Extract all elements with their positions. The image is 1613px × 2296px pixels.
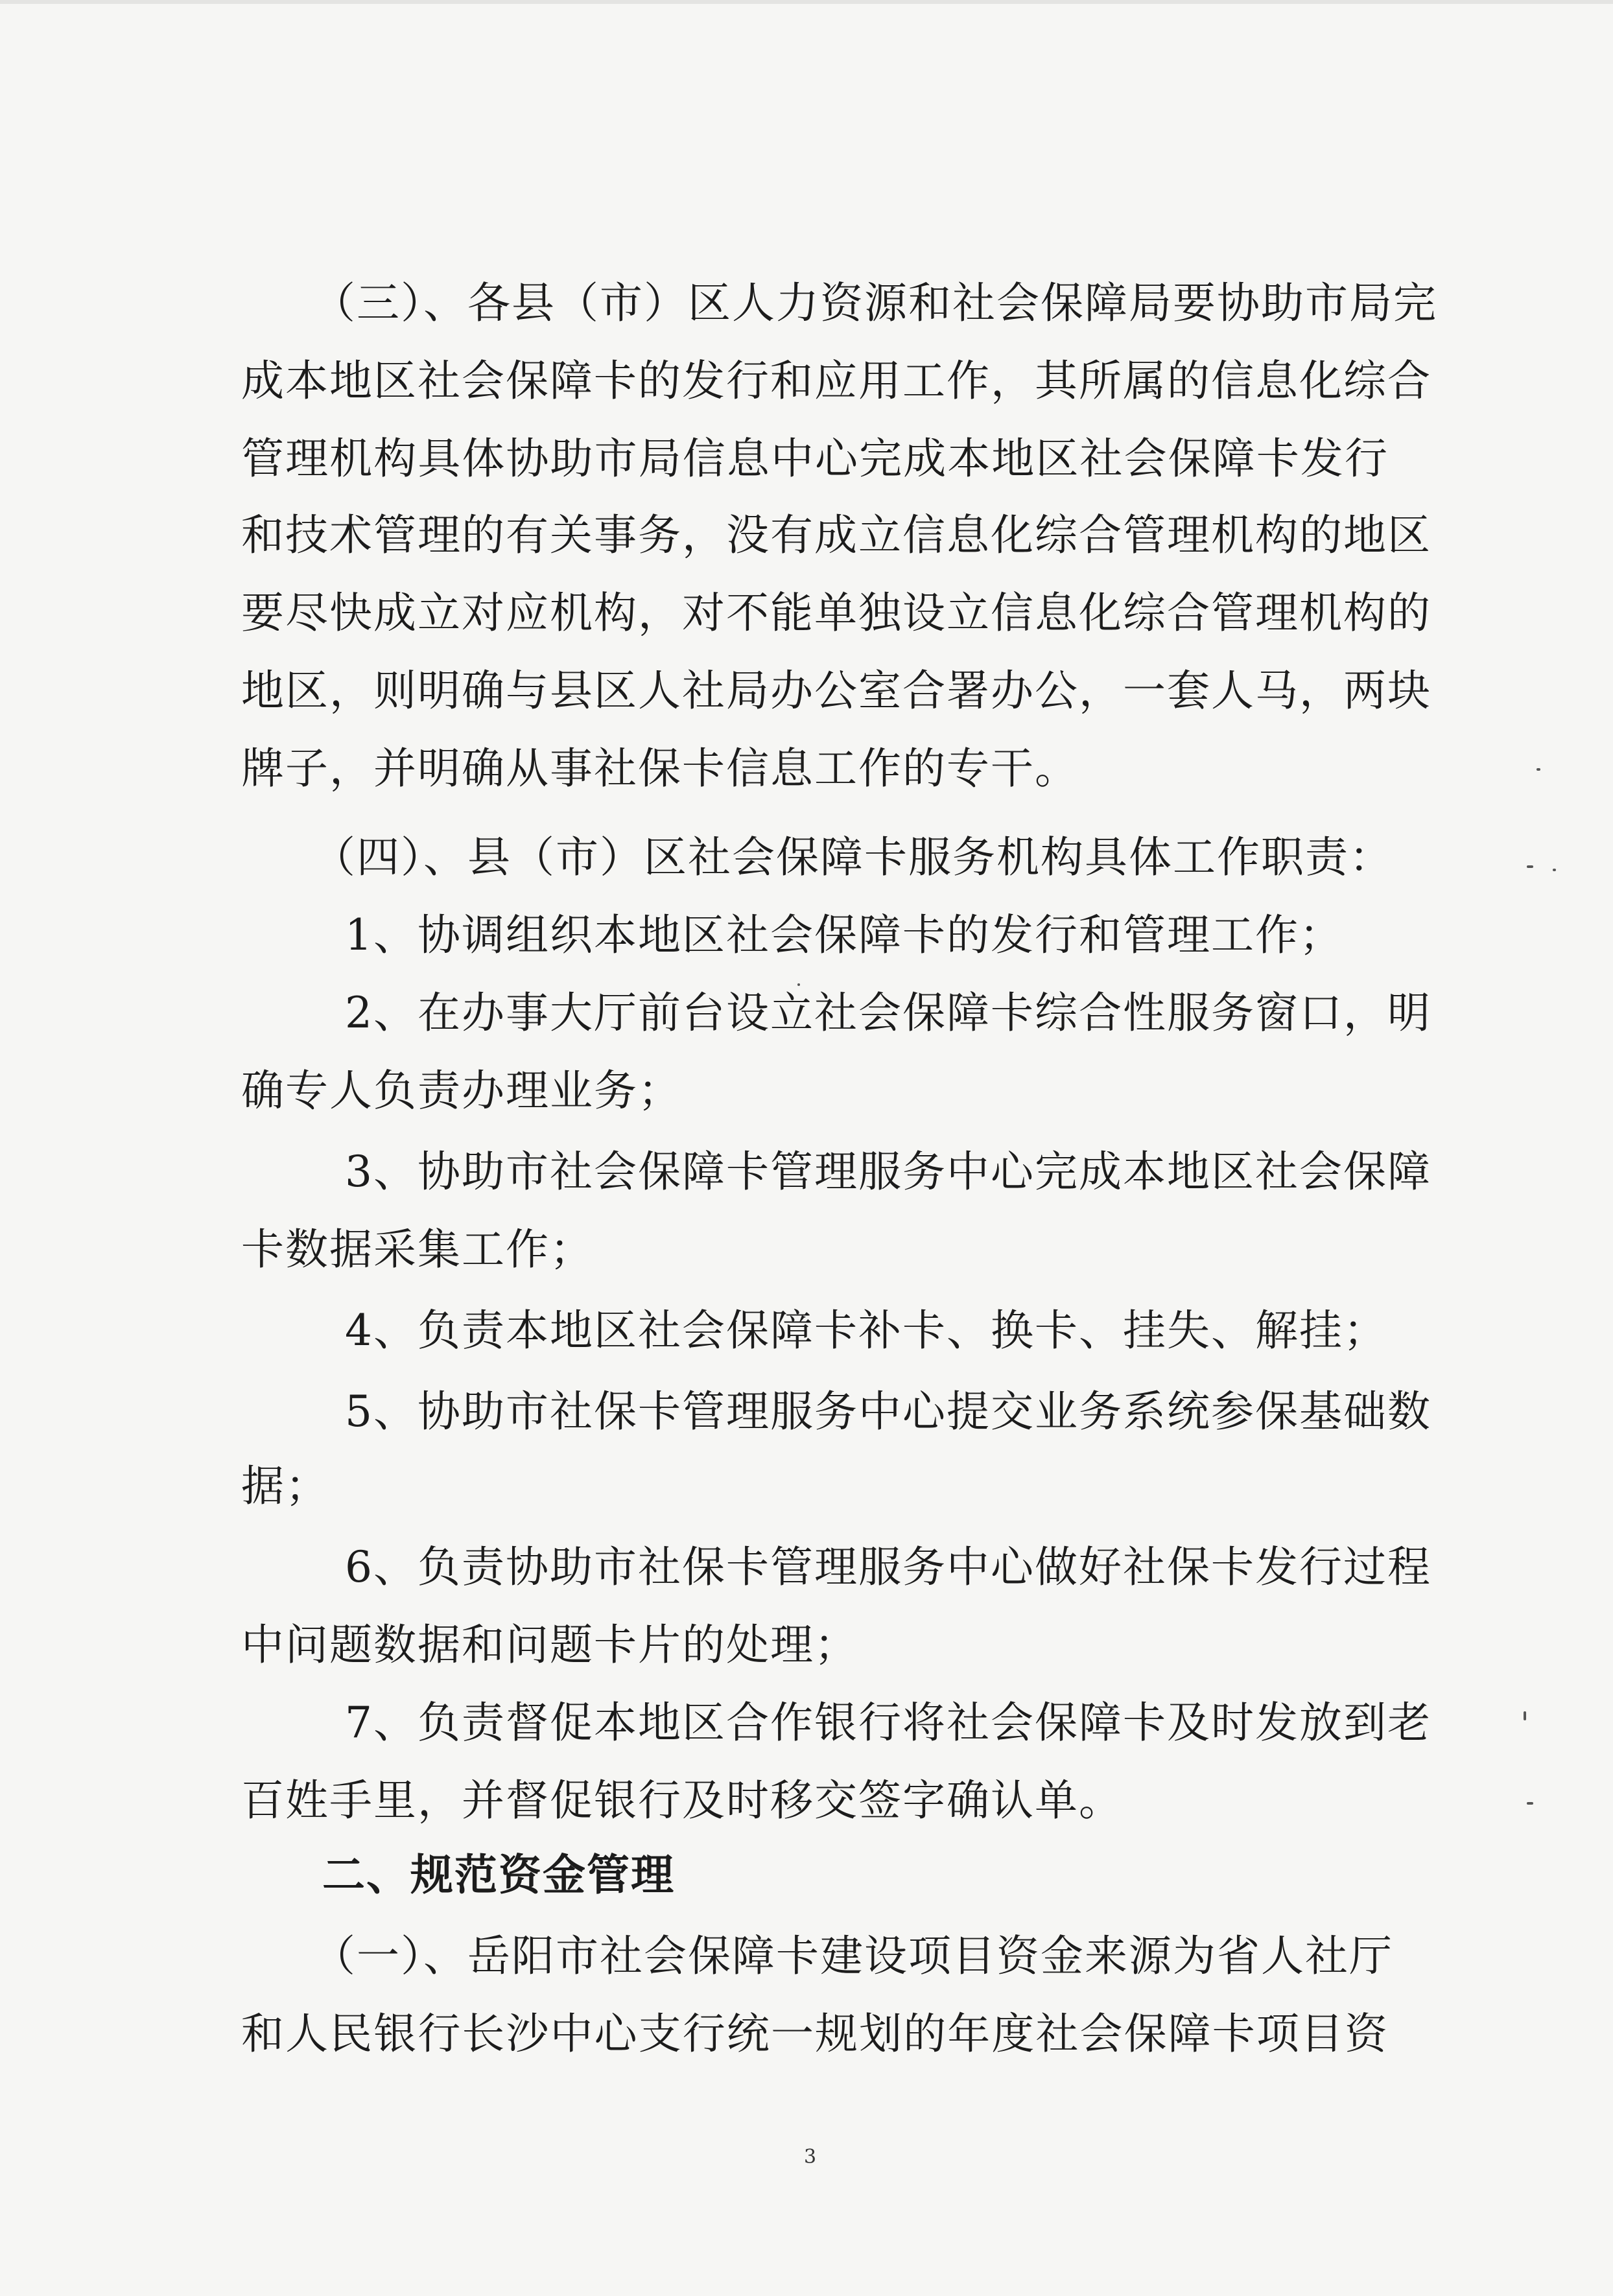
text-line: 牌子，并明确从事社保卡信息工作的专干。 [241, 744, 1079, 793]
text-line: 据； [241, 1461, 329, 1511]
text-line: 卡数据采集工作； [241, 1224, 594, 1274]
text-line: 中问题数据和问题卡片的处理； [241, 1620, 858, 1670]
text-line: （三）、各县（市）区人力资源和社会保障局要协助市局完 [312, 278, 1437, 328]
scan-speck [1553, 869, 1556, 871]
page-number: 3 [804, 2146, 817, 2168]
text-line: 3、协助市社会保障卡管理服务中心完成本地区社会保障 [345, 1147, 1431, 1197]
text-line: （一）、岳阳市社会保障卡建设项目资金来源为省人社厅 [312, 1931, 1393, 1981]
scan-speck [1536, 768, 1540, 771]
text-line: 1、协调组织本地区社会保障卡的发行和管理工作； [345, 910, 1343, 960]
text-line: 和人民银行长沙中心支行统一规划的年度社会保障卡项目资 [241, 2009, 1389, 2059]
scan-speck [1524, 1711, 1526, 1720]
text-line: 管理机构具体协助市局信息中心完成本地区社会保障卡发行 [241, 434, 1389, 484]
scan-speck [1527, 865, 1533, 868]
text-line: 地区，则明确与县区人社局办公室合署办公，一套人马，两块 [241, 666, 1431, 716]
text-line: 百姓手里，并督促银行及时移交签字确认单。 [241, 1775, 1123, 1825]
text-line: （四）、县（市）区社会保障卡服务机构具体工作职责： [312, 832, 1393, 882]
text-line: 确专人负责办理业务； [241, 1066, 682, 1116]
scan-speck [1527, 1802, 1533, 1805]
text-line: 要尽快成立对应机构，对不能单独设立信息化综合管理机构的 [241, 588, 1431, 638]
section-heading: 二、规范资金管理 [322, 1850, 675, 1900]
text-line: 7、负责督促本地区合作银行将社会保障卡及时发放到老 [345, 1698, 1431, 1748]
scan-speck [797, 983, 800, 986]
text-line: 5、协助市社保卡管理服务中心提交业务系统参保基础数 [345, 1387, 1431, 1436]
text-line: 2、在办事大厅前台设立社会保障卡综合性服务窗口，明 [345, 988, 1431, 1038]
text-line: 和技术管理的有关事务，没有成立信息化综合管理机构的地区 [241, 510, 1431, 560]
text-line: 6、负责协助市社保卡管理服务中心做好社保卡发行过程 [345, 1542, 1431, 1592]
text-line: 4、负责本地区社会保障卡补卡、换卡、挂失、解挂； [345, 1306, 1387, 1355]
scan-top-edge [0, 0, 1613, 4]
text-line: 成本地区社会保障卡的发行和应用工作，其所属的信息化综合 [241, 356, 1431, 406]
